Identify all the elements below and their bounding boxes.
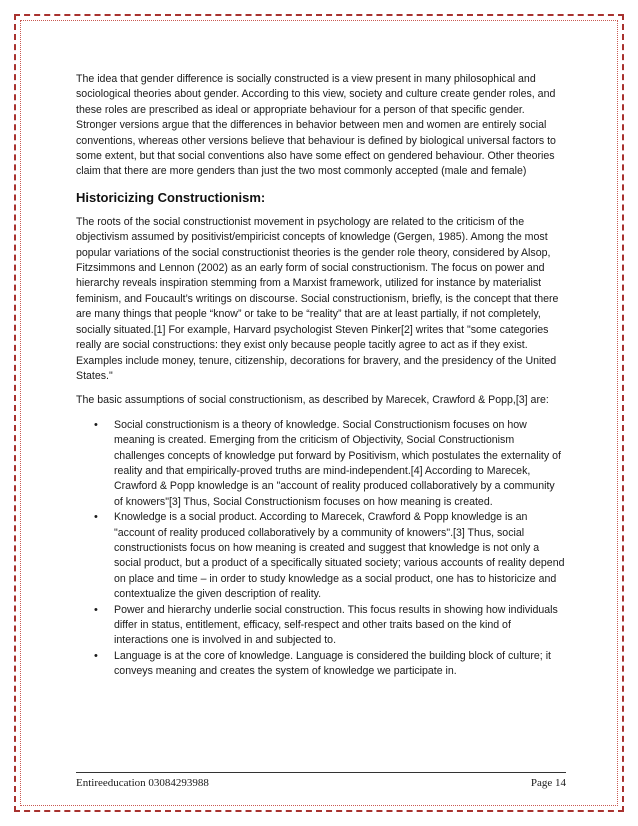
assumptions-intro: The basic assumptions of social constructionism, as described by Marecek, Crawford & Popp,[3] are:: [76, 394, 549, 407]
list-item: • Power and hierarchy underlie social construction. This focus results in showing how individuals differ in status, entitlement, efficacy, self-respect and other traits based on the kind of interactions one is involved in and subjected to.: [114, 603, 566, 649]
document-body: [76, 72, 566, 680]
page-footer: [76, 772, 566, 789]
list-item: • Knowledge is a social product. According to Marecek, Crawford & Popp knowledge is an "account of reality produced collaboratively by a community of knowers".[3] Thus, social constructionists focus on how meaning is created and suggest that knowledge is not only a social product, but a product of a specifically situated society; various accounts of reality depend on place and time – in order to study knowledge as a social product, one has to historicize and contextualize the given description of reality.: [114, 510, 566, 602]
list-item: • Social constructionism is a theory of knowledge. Social Constructionism focuses on how meaning is created. Emerging from the criticism of Objectivity, Social Constructionism challenges concepts of knowledge put forward by Positivism, which postulates the externality of reality and that empirically-proved truths are mind-independent.[4] According to Marecek, Crawford & Popp knowledge is an "account of reality produced collaboratively by a community of knowers"[3] Thus, Social Constructionism focuses on how meaning is created.: [114, 418, 566, 510]
assumptions-list: [76, 418, 566, 680]
section-paragraph: The roots of the social constructionist movement in psychology are related to the criticism of the objectivism assumed by positivist/empiricist concepts of knowledge (Gergen, 1985). Among the most popular variations of the social constructionist theories is the gender role theory, considered by Alsop, Fitzsimmons and Lennon (2002) as an early form of social constructionism. The focus on power and hierarchy reveals inspiration stemming from a Marxist framework, utilized for instance by materialist feminism, and Foucault’s writings on discourse. Social constructionism, briefly, is the concept that there are many things that people “know” or take to be “reality” that are at least partially, if not completely, socially situated.[1] For example, Harvard psychologist Steven Pinker[2] writes that "some categories really are social constructions: they exist only because people tacitly agree to act as if they exist. Examples include money, tenure, citizenship, decorations for bravery, and the presidency of the United States.": [76, 215, 559, 382]
list-item: • Language is at the core of knowledge. Language is considered the building block of culture; it conveys meaning and creates the system of knowledge we participate in.: [114, 649, 566, 680]
footer-contact: Entireeducation 03084293988: [76, 777, 209, 789]
page-number: Page 14: [530, 777, 566, 789]
section-heading: Historicizing Constructionism:: [76, 189, 266, 205]
intro-paragraph: The idea that gender difference is socially constructed is a view present in many philosophical and sociological theories about gender. According to this view, society and culture create gender roles, and these roles are prescribed as ideal or appropriate behaviour for a person of that specific gender. Stronger versions argue that the differences in behavior between men and women are entirely social conventions, whereas other versions believe that behaviour is defined by biological universal factors to some extent, but that social conventions also have some effect on gendered behaviour. Other theories claim that there are more genders than just the two most commonly accepted (male and female): [76, 73, 556, 178]
